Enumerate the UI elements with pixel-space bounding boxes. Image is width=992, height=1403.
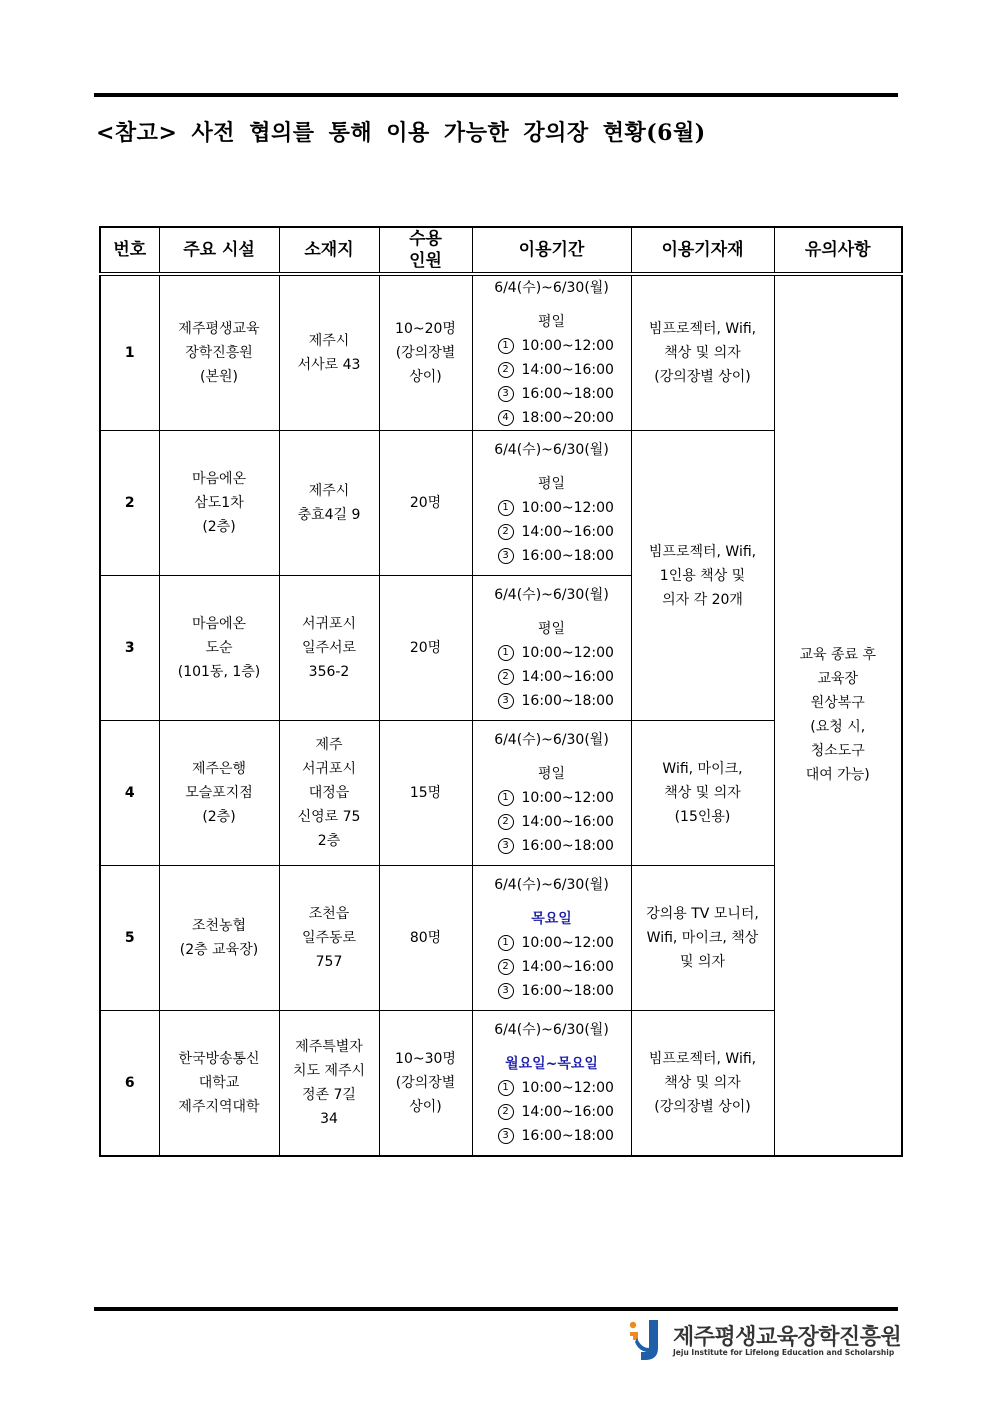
slot-time: 18:00~20:00	[521, 410, 614, 426]
cell-line: 장학진흥원	[185, 345, 253, 361]
time-slot	[473, 1076, 631, 1100]
cell-line: (2층)	[202, 519, 236, 535]
cell-line: 제주은행	[191, 761, 247, 777]
period-days: 평일	[537, 314, 566, 330]
top-rule	[94, 93, 898, 97]
cell-facility	[159, 866, 279, 1011]
cell-capacity	[379, 431, 472, 576]
cell-line: 대여 가능)	[805, 767, 870, 784]
header-notes: 유의사항	[774, 227, 902, 274]
header-period: 이용기간	[472, 227, 631, 274]
slot-time: 10:00~12:00	[521, 1079, 614, 1096]
cell-line: (15인용)	[674, 809, 731, 825]
period-days: 평일	[537, 766, 566, 782]
cell-line: 상이)	[409, 369, 442, 385]
slot-time: 16:00~18:00	[521, 693, 614, 709]
slot-time: 16:00~18:00	[521, 1127, 614, 1144]
cell-capacity	[379, 721, 472, 866]
period-days: 목요일	[531, 911, 572, 927]
table-header-row	[100, 227, 902, 274]
cell-line: 조천농협	[191, 918, 247, 934]
time-slot	[473, 834, 631, 858]
cell-line: 마음에온	[191, 471, 247, 487]
cell-period	[472, 1011, 631, 1156]
cell-line: 356-2	[308, 664, 350, 680]
cell-period	[472, 274, 631, 431]
cell-period	[472, 431, 631, 576]
time-slot	[473, 406, 631, 430]
time-slot	[473, 1124, 631, 1148]
cell-period	[472, 721, 631, 866]
cell-line: 빔프로젝터, Wifi,	[648, 543, 757, 560]
period-range: 6/4(수)~6/30(월)	[494, 587, 609, 603]
slot-time: 14:00~16:00	[521, 959, 614, 975]
cell-line: 대학교	[198, 1074, 240, 1091]
header-location: 소재지	[279, 227, 379, 274]
cell-line: (강의장별	[395, 345, 456, 361]
cell-facility	[159, 431, 279, 576]
time-slot	[473, 665, 631, 689]
cell-equipment	[631, 274, 774, 431]
slot-number-icon: 3	[498, 983, 514, 999]
header-no: 번호	[100, 227, 159, 274]
cell-line: 충효4길 9	[297, 507, 361, 523]
cell-equipment	[631, 1011, 774, 1156]
time-slot	[473, 358, 631, 382]
slot-number-icon: 1	[498, 790, 514, 806]
slot-time: 10:00~12:00	[521, 645, 614, 661]
cell-line: 757	[315, 954, 343, 970]
slot-time: 14:00~16:00	[521, 814, 614, 830]
cell-facility	[159, 274, 279, 431]
cell-facility	[159, 721, 279, 866]
cell-line: 마음에온	[191, 616, 247, 632]
org-logo	[627, 1318, 902, 1366]
time-slot	[473, 786, 631, 810]
period-range: 6/4(수)~6/30(월)	[494, 442, 609, 458]
cell-line: 2층	[317, 833, 341, 849]
org-name: 제주평생교육장학진흥원	[673, 1325, 902, 1350]
cell-facility	[159, 576, 279, 721]
header-facility: 주요 시설	[159, 227, 279, 274]
cell-line: 상이)	[409, 1098, 442, 1115]
period-range: 6/4(수)~6/30(월)	[494, 1021, 609, 1038]
cell-line: 10~30명	[395, 1050, 456, 1067]
cell-line: 1인용 책상 및	[659, 567, 746, 584]
cell-line: 빔프로젝터, Wifi,	[648, 321, 757, 337]
slot-number-icon: 1	[498, 1080, 514, 1096]
org-logo-icon	[627, 1318, 665, 1362]
header-equipment: 이용기자재	[631, 227, 774, 274]
period-days: 월요일~목요일	[505, 1055, 598, 1072]
slot-time: 16:00~18:00	[521, 983, 614, 999]
time-slot	[473, 931, 631, 955]
cell-no: 5	[100, 866, 159, 1011]
cell-line: 도순	[205, 640, 233, 656]
slot-time: 10:00~12:00	[521, 935, 614, 951]
cell-line: 강의용 TV 모니터,	[646, 906, 759, 922]
cell-line: 서사로 43	[297, 357, 361, 373]
cell-line: 15명	[409, 785, 442, 801]
cell-line: 신영로 75	[297, 809, 361, 825]
time-slot	[473, 641, 631, 665]
slot-time: 14:00~16:00	[521, 362, 614, 378]
slot-time: 14:00~16:00	[521, 524, 614, 540]
time-slot	[473, 1100, 631, 1124]
slot-number-icon: 2	[498, 814, 514, 830]
org-name-en: Jeju Institute for Lifelong Education and Scholarship	[673, 1348, 895, 1357]
cell-line: 모슬포지점	[185, 785, 253, 801]
cell-line: 책상 및 의자	[664, 1074, 741, 1091]
slot-number-icon: 3	[498, 693, 514, 709]
cell-no: 2	[100, 431, 159, 576]
cell-line: 20명	[409, 640, 442, 656]
slot-time: 16:00~18:00	[521, 548, 614, 564]
slot-number-icon: 1	[498, 645, 514, 661]
time-slot	[473, 689, 631, 713]
cell-line: (강의장별 상이)	[654, 1098, 751, 1115]
cell-equipment-shared	[631, 431, 774, 721]
cell-line: Wifi, 마이크,	[662, 761, 743, 777]
cell-line: (2층 교육장)	[179, 942, 259, 958]
cell-facility	[159, 1011, 279, 1156]
cell-line: 서귀포시	[301, 761, 357, 777]
cell-line: 34	[320, 1110, 338, 1127]
time-slot	[473, 810, 631, 834]
cell-location	[279, 1011, 379, 1156]
cell-line: 및 의자	[679, 954, 726, 970]
cell-line: 책상 및 의자	[664, 345, 741, 361]
cell-line: 일주동로	[301, 930, 357, 946]
slot-time: 16:00~18:00	[521, 386, 614, 402]
cell-location	[279, 576, 379, 721]
cell-line: 80명	[409, 930, 442, 946]
period-days: 평일	[537, 621, 566, 637]
cell-line: 책상 및 의자	[664, 785, 741, 801]
cell-capacity	[379, 274, 472, 431]
cell-location	[279, 431, 379, 576]
time-slot	[473, 979, 631, 1003]
time-slot	[473, 496, 631, 520]
cell-line: 10~20명	[395, 321, 456, 337]
cell-line: (2층)	[202, 809, 236, 825]
time-slot	[473, 955, 631, 979]
cell-line: 제주평생교육	[178, 321, 260, 337]
period-range: 6/4(수)~6/30(월)	[494, 280, 609, 296]
slot-number-icon: 2	[498, 362, 514, 378]
time-slot	[473, 520, 631, 544]
slot-number-icon: 2	[498, 669, 514, 685]
slot-number-icon: 2	[498, 959, 514, 975]
time-slot	[473, 334, 631, 358]
cell-line: 제주시	[308, 483, 350, 499]
cell-line: (강의장별	[395, 1074, 456, 1091]
cell-line: 한국방송통신	[178, 1050, 260, 1067]
bottom-rule	[94, 1307, 898, 1311]
cell-period	[472, 866, 631, 1011]
slot-number-icon: 3	[498, 386, 514, 402]
cell-line: 대정읍	[308, 785, 350, 801]
page-title: <참고> 사전 협의를 통해 이용 가능한 강의장 현황(6월)	[96, 120, 706, 146]
cell-line: 의자 각 20개	[662, 591, 743, 608]
cell-line: 청소도구	[810, 743, 865, 760]
slot-number-icon: 4	[498, 410, 514, 426]
cell-line: 서귀포시	[301, 616, 357, 632]
slot-time: 10:00~12:00	[521, 338, 614, 354]
slot-time: 10:00~12:00	[521, 500, 614, 516]
cell-line: 교육 종료 후	[799, 647, 877, 664]
cell-line: 제주시	[308, 333, 350, 349]
cell-notes	[774, 274, 902, 1156]
slot-time: 10:00~12:00	[521, 790, 614, 806]
slot-number-icon: 1	[498, 935, 514, 951]
cell-equipment	[631, 721, 774, 866]
cell-no: 3	[100, 576, 159, 721]
cell-capacity	[379, 866, 472, 1011]
slot-time: 14:00~16:00	[521, 1103, 614, 1120]
cell-equipment	[631, 866, 774, 1011]
period-range: 6/4(수)~6/30(월)	[494, 877, 609, 893]
slot-time: 16:00~18:00	[521, 838, 614, 854]
cell-period	[472, 576, 631, 721]
cell-line: 제주	[315, 737, 343, 753]
period-range: 6/4(수)~6/30(월)	[494, 732, 609, 748]
cell-location	[279, 274, 379, 431]
cell-line: (강의장별 상이)	[654, 369, 751, 385]
cell-location	[279, 721, 379, 866]
cell-line: (요청 시,	[810, 719, 866, 736]
slot-time: 14:00~16:00	[521, 669, 614, 685]
cell-line: 빔프로젝터, Wifi,	[648, 1050, 757, 1067]
cell-capacity	[379, 576, 472, 721]
cell-line: Wifi, 마이크, 책상	[646, 930, 759, 946]
slot-number-icon: 3	[498, 548, 514, 564]
cell-line: 교육장	[817, 671, 859, 688]
cell-capacity	[379, 1011, 472, 1156]
cell-line: 제주지역대학	[178, 1098, 260, 1115]
cell-no: 6	[100, 1011, 159, 1156]
slot-number-icon: 3	[498, 1128, 514, 1144]
period-days: 평일	[537, 476, 566, 492]
cell-line: 정존 7길	[302, 1086, 356, 1103]
header-capacity: 수용 인원	[379, 227, 472, 274]
cell-no: 4	[100, 721, 159, 866]
slot-number-icon: 1	[498, 338, 514, 354]
cell-line: (101동, 1층)	[177, 664, 261, 680]
cell-line: 20명	[409, 495, 442, 511]
slot-number-icon: 2	[498, 524, 514, 540]
cell-line: 조천읍	[308, 906, 350, 922]
cell-line: 제주특별자	[295, 1038, 363, 1055]
cell-no: 1	[100, 274, 159, 431]
cell-line: 일주서로	[301, 640, 357, 656]
time-slot	[473, 544, 631, 568]
cell-line: (본원)	[200, 369, 238, 385]
facility-table	[99, 226, 903, 1157]
cell-line: 치도 제주시	[292, 1062, 366, 1079]
slot-number-icon: 2	[498, 1104, 514, 1120]
table-row	[100, 274, 902, 431]
time-slot	[473, 382, 631, 406]
slot-number-icon: 3	[498, 838, 514, 854]
cell-location	[279, 866, 379, 1011]
cell-line: 원상복구	[810, 695, 865, 712]
slot-number-icon: 1	[498, 500, 514, 516]
cell-line: 삼도1차	[194, 495, 244, 511]
